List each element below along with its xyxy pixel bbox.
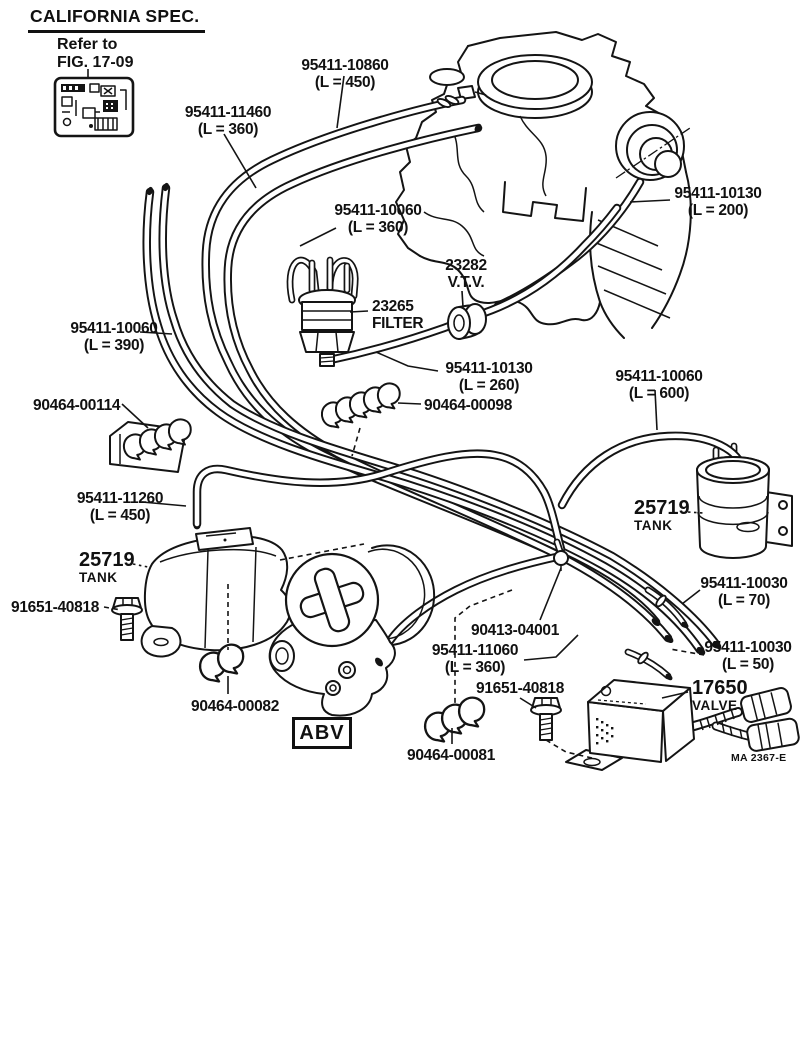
part-label-95411-11060: 95411-11060 (L = 360) xyxy=(431,642,519,677)
part-label-95411-10030-l50: 95411-10030 (L = 50) xyxy=(704,639,792,674)
engine-art xyxy=(396,32,691,338)
clamp-90464-00098-art xyxy=(320,382,402,430)
part-label-91651-40818-left: 91651-40818 xyxy=(11,599,100,616)
part-label-23265-filter: 23265 FILTER xyxy=(372,298,424,333)
egr-valve-art xyxy=(616,112,690,180)
refer-note-line2: FIG. 17-09 xyxy=(57,54,134,72)
abv-art xyxy=(270,554,395,716)
bracket-notch xyxy=(503,182,586,221)
clamp-90464-00114-art xyxy=(110,418,193,472)
bolt-91651-40818-left-art xyxy=(112,598,142,640)
vtv-23282-art xyxy=(448,304,486,339)
part-label-23282-vtv: 23282 V.T.V. xyxy=(445,257,487,292)
part-label-95411-10060-l600: 95411-10060 (L = 600) xyxy=(615,368,703,403)
tank-left-25719-art xyxy=(142,528,291,656)
part-label-25719-tank-left: 25719 TANK xyxy=(79,549,135,585)
clamp-90464-00081-art xyxy=(423,696,487,744)
drawing-code: MA 2367-E xyxy=(731,752,787,764)
part-label-90464-00082: 90464-00082 xyxy=(191,698,280,715)
part-label-95411-10130-l260: 95411-10130 (L = 260) xyxy=(445,360,533,395)
page-title: CALIFORNIA SPEC. xyxy=(28,6,205,33)
refer-note-line1: Refer to xyxy=(57,36,118,53)
inset-figure-17-09 xyxy=(55,78,133,136)
refer-note xyxy=(57,36,133,73)
harness-connector-2 xyxy=(746,718,800,753)
part-label-95411-10860: 95411-10860 (L = 450) xyxy=(301,57,389,92)
part-label-95411-10060-l360: 95411-10060 (L = 360) xyxy=(334,202,422,237)
part-label-95411-11260: 95411-11260 (L = 450) xyxy=(76,490,164,525)
part-label-95411-10030-l70: 95411-10030 (L = 70) xyxy=(700,575,788,610)
part-label-90464-00114: 90464-00114 xyxy=(33,397,121,414)
part-label-25719-tank-right: 25719 TANK xyxy=(634,497,690,533)
part-label-91651-40818-mid: 91651-40818 xyxy=(476,680,565,697)
abv-callout: ABV xyxy=(292,717,352,749)
part-label-90413-04001: 90413-04001 xyxy=(471,622,560,639)
part-label-95411-11460: 95411-11460 (L = 360) xyxy=(184,104,272,139)
part-label-95411-10130-l200: 95411-10130 (L = 200) xyxy=(674,185,762,220)
bolt-91651-40818-mid-art xyxy=(531,698,561,740)
leader-lines xyxy=(88,69,704,758)
part-label-95411-10060-l390: 95411-10060 (L = 390) xyxy=(70,320,158,355)
part-label-90464-00081: 90464-00081 xyxy=(407,747,496,764)
tank-right-25719-art xyxy=(697,457,792,558)
part-label-17650-valve: 17650 VALVE xyxy=(692,677,748,713)
air-cleaner-outer xyxy=(478,55,592,109)
part-label-90464-00098: 90464-00098 xyxy=(424,397,513,414)
